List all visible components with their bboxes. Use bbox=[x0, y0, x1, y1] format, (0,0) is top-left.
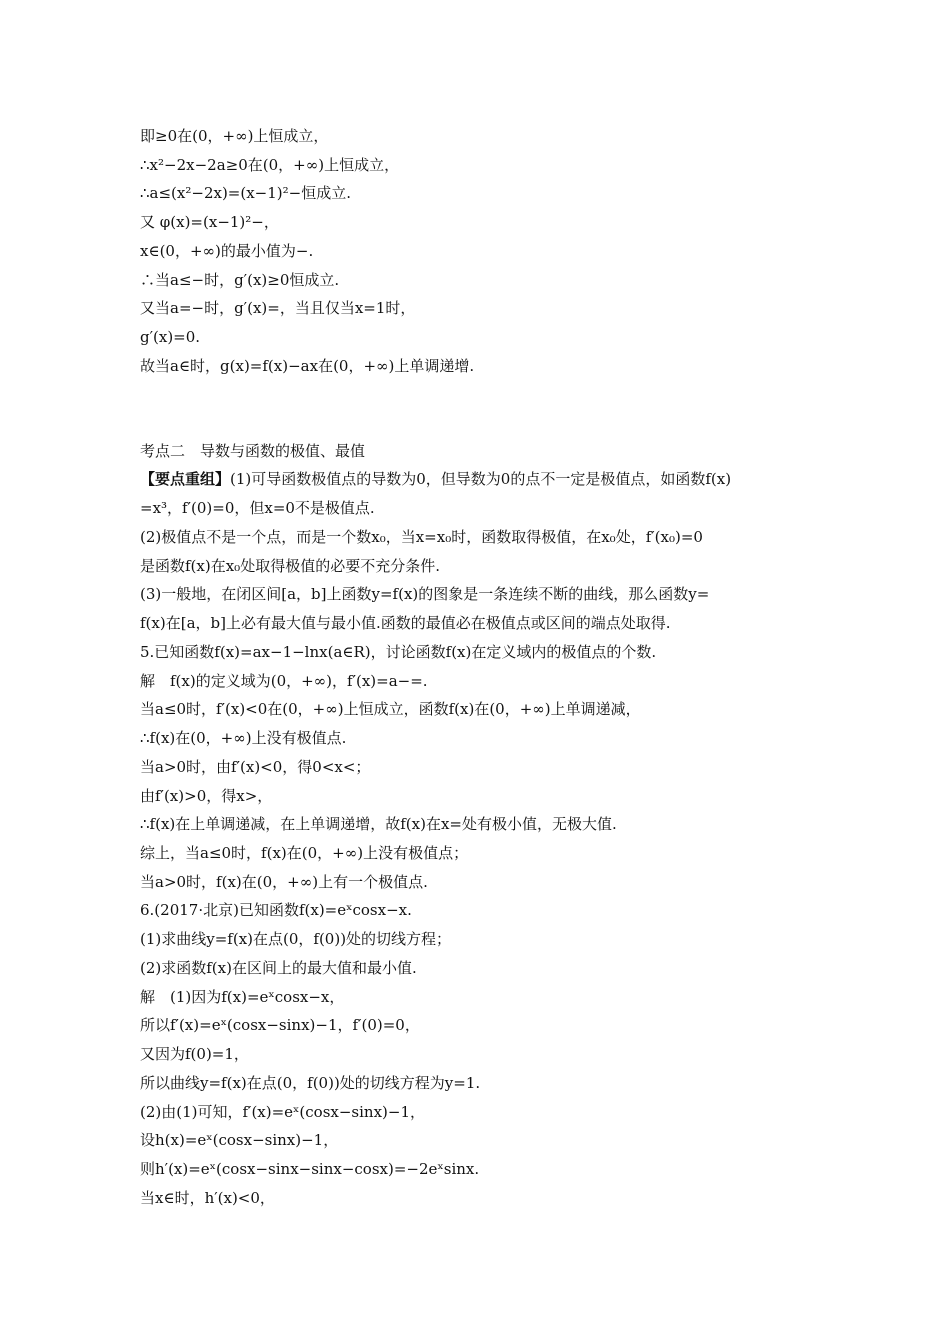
text-line: 解 f(x)的定义域为(0，+∞)，f′(x)=a−=. bbox=[140, 672, 428, 690]
problem-6-statement: 6.(2017·北京)已知函数f(x)=eˣcosx−x. bbox=[140, 901, 412, 919]
text-line: 解 (1)因为f(x)=eˣcosx−x， bbox=[140, 988, 345, 1006]
text-line: 所以曲线y=f(x)在点(0，f(0))处的切线方程为y=1. bbox=[140, 1074, 481, 1092]
text-line: 又 φ(x)=(x−1)²−， bbox=[140, 213, 279, 231]
text-line: f(x)在[a，b]上必有最大值与最小值.函数的最值必在极值点或区间的端点处取得. bbox=[140, 614, 671, 632]
text-line: 当a>0时，由f′(x)<0，得0<x<； bbox=[140, 758, 371, 776]
text-line: 故当a∈时，g(x)=f(x)−ax在(0，+∞)上单调递增. bbox=[140, 357, 475, 375]
text-line: x∈(0，+∞)的最小值为−. bbox=[140, 242, 314, 260]
text-line: (3)一般地，在闭区间[a，b]上函数y=f(x)的图象是一条连续不断的曲线，那么函数y= bbox=[140, 585, 710, 603]
text-line: =x³，f′(0)=0，但x=0不是极值点. bbox=[140, 499, 375, 517]
text-line: 综上，当a≤0时，f(x)在(0，+∞)上没有极值点； bbox=[140, 844, 469, 862]
text-line: 当a≤0时，f′(x)<0在(0，+∞)上恒成立，函数f(x)在(0，+∞)上单调递减， bbox=[140, 700, 641, 718]
text-line: 又因为f(0)=1， bbox=[140, 1045, 249, 1063]
text-line: (2)求函数f(x)在区间上的最大值和最小值. bbox=[140, 959, 417, 977]
problem-5-statement: 5.已知函数f(x)=ax−1−lnx(a∈R)，讨论函数f(x)在定义域内的极值点的个数. bbox=[140, 643, 657, 661]
text-line: 则h′(x)=eˣ(cosx−sinx−sinx−cosx)=−2eˣsinx. bbox=[140, 1160, 480, 1178]
text-line: ∴当a≤−时，g′(x)≥0恒成立. bbox=[140, 271, 340, 289]
text-line: g′(x)=0. bbox=[140, 328, 201, 346]
text-line: ∴x²−2x−2a≥0在(0，+∞)上恒成立， bbox=[140, 156, 400, 174]
text-line: 即≥0在(0，+∞)上恒成立， bbox=[140, 127, 329, 145]
text-line: 所以f′(x)=eˣ(cosx−sinx)−1，f′(0)=0， bbox=[140, 1016, 420, 1034]
text-line: 又当a=−时，g′(x)=，当且仅当x=1时， bbox=[140, 299, 416, 317]
text-line: 当a>0时，f(x)在(0，+∞)上有一个极值点. bbox=[140, 873, 428, 891]
text-line: (1)求曲线y=f(x)在点(0，f(0))处的切线方程； bbox=[140, 930, 452, 948]
text-line: 是函数f(x)在x₀处取得极值的必要不充分条件. bbox=[140, 557, 440, 575]
text-line bbox=[140, 469, 820, 489]
text-line: 由f′(x)>0，得x>， bbox=[140, 787, 273, 805]
text-line: 当x∈时，h′(x)<0， bbox=[140, 1189, 275, 1207]
text-line-content: (1)可导函数极值点的导数为0，但导数为0的点不一定是极值点，如函数f(x) bbox=[230, 470, 732, 488]
text-line: ∴a≤(x²−2x)=(x−1)²−恒成立. bbox=[140, 184, 351, 202]
text-line: ∴f(x)在(0，+∞)上没有极值点. bbox=[140, 729, 347, 747]
section-title: 考点二 导数与函数的极值、最值 bbox=[140, 442, 366, 460]
text-line: ∴f(x)在上单调递减，在上单调递增，故f(x)在x=处有极小值，无极大值. bbox=[140, 815, 617, 833]
text-line: 设h(x)=eˣ(cosx−sinx)−1， bbox=[140, 1131, 339, 1149]
text-line: (2)由(1)可知，f′(x)=eˣ(cosx−sinx)−1， bbox=[140, 1103, 426, 1121]
text-line: (2)极值点不是一个点，而是一个数x₀，当x=x₀时，函数取得极值，在x₀处，f′(x₀)=0 bbox=[140, 528, 703, 546]
key-points-label: 【要点重组】 bbox=[140, 470, 231, 488]
